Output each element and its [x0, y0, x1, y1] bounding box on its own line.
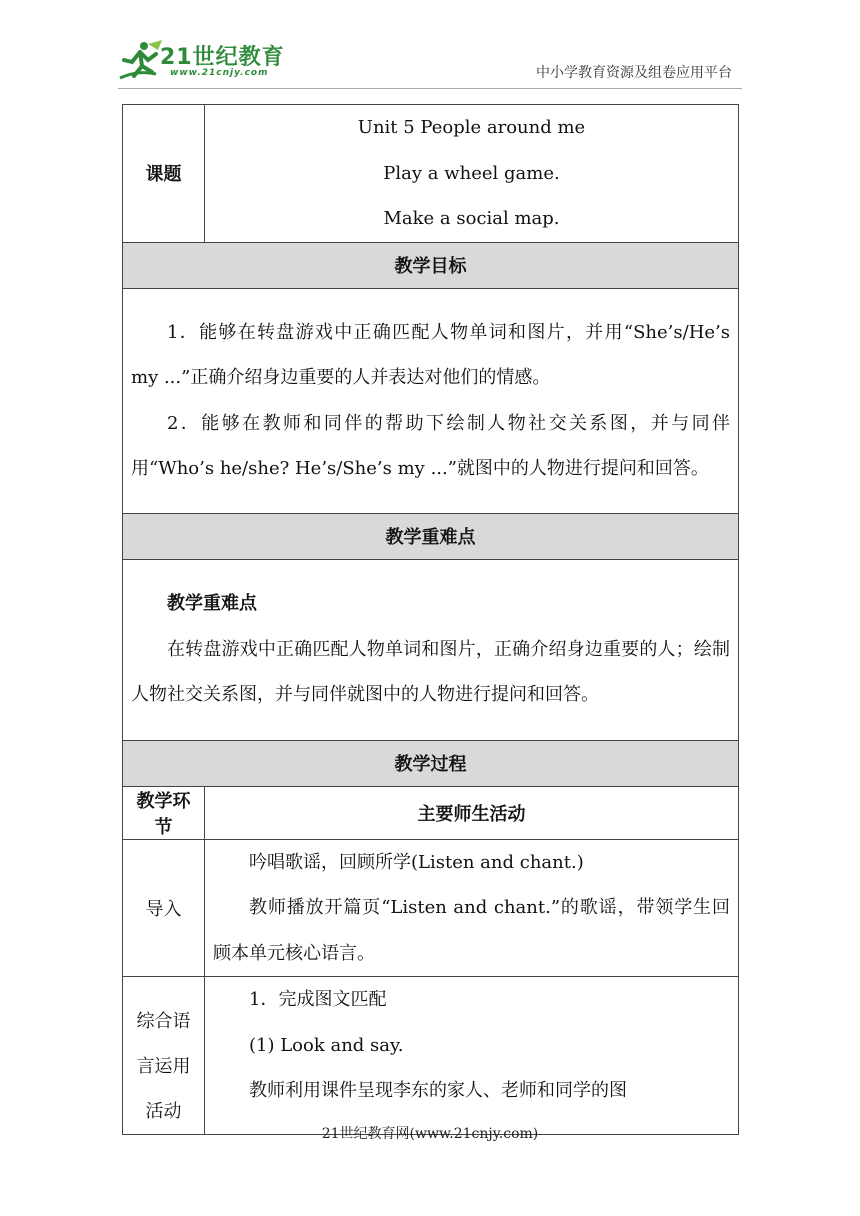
goals-header: 教学目标 — [123, 242, 739, 288]
topic-label: 课题 — [123, 105, 205, 243]
topic-cell — [205, 105, 739, 243]
practice-line: (1) Look and say. — [249, 1034, 404, 1056]
col-activity-header: 主要师生活动 — [205, 786, 739, 839]
process-header-row — [123, 740, 739, 786]
topic-line: Play a wheel game. — [383, 162, 560, 184]
col-stage-header: 教学环节 — [123, 786, 205, 839]
topic-line: Make a social map. — [383, 208, 560, 229]
goals-header-row — [123, 242, 739, 288]
key-header: 教学重难点 — [123, 513, 739, 559]
key-title: 教学重难点 — [167, 593, 257, 615]
logo-url: www.21cnjy.com — [170, 68, 269, 78]
key-text: 在转盘游戏中正确匹配人物单词和图片，正确介绍身边重要的人；绘制人物社交关系图，并与同伴就图中的人物进行提问和回答。 — [131, 638, 730, 706]
practice-label: 综合语言运用活动 — [136, 1011, 191, 1122]
page-footer: 21世纪教育网(www.21cnjy.com) — [321, 1126, 539, 1142]
intro-line: 教师播放开篇页“Listen and chant.”的歌谣，带领学生回顾本单元核心语言。 — [213, 897, 730, 964]
key-header-row — [123, 513, 739, 559]
practice-label-cell — [123, 977, 205, 1135]
intro-cell — [205, 839, 739, 977]
intro-row — [123, 839, 739, 977]
goal-item: 2．能够在教师和同伴的帮助下绘制人物社交关系图，并与同伴用“Who’s he/she? He’s/She’s my ...”就图中的人物进行提问和回答。 — [131, 412, 730, 479]
header-divider — [118, 88, 742, 89]
page-header — [0, 0, 860, 100]
goal-item: 1．能够在转盘游戏中正确匹配人物单词和图片，并用“She’s/He’s my ...”正确介绍身边重要的人并表达对他们的情感。 — [131, 321, 730, 388]
intro-line: 吟唱歌谣，回顾所学(Listen and chant.) — [249, 851, 584, 873]
platform-title: 中小学教育资源及组卷应用平台 — [536, 65, 732, 81]
key-cell — [123, 559, 739, 740]
practice-line: 教师利用课件呈现李东的家人、老师和同学的图 — [249, 1080, 627, 1101]
practice-line: 1．完成图文匹配 — [249, 989, 387, 1010]
topic-row — [123, 105, 739, 243]
logo-text: 21世纪教育 — [160, 45, 285, 70]
key-row — [123, 559, 739, 740]
practice-cell — [205, 977, 739, 1135]
column-header-row — [123, 786, 739, 839]
process-header: 教学过程 — [123, 740, 739, 786]
practice-row — [123, 977, 739, 1135]
goals-row — [123, 288, 739, 513]
lesson-plan-table — [122, 104, 739, 1135]
goals-cell — [123, 288, 739, 513]
topic-line: Unit 5 People around me — [357, 117, 586, 138]
intro-label: 导入 — [123, 839, 205, 977]
